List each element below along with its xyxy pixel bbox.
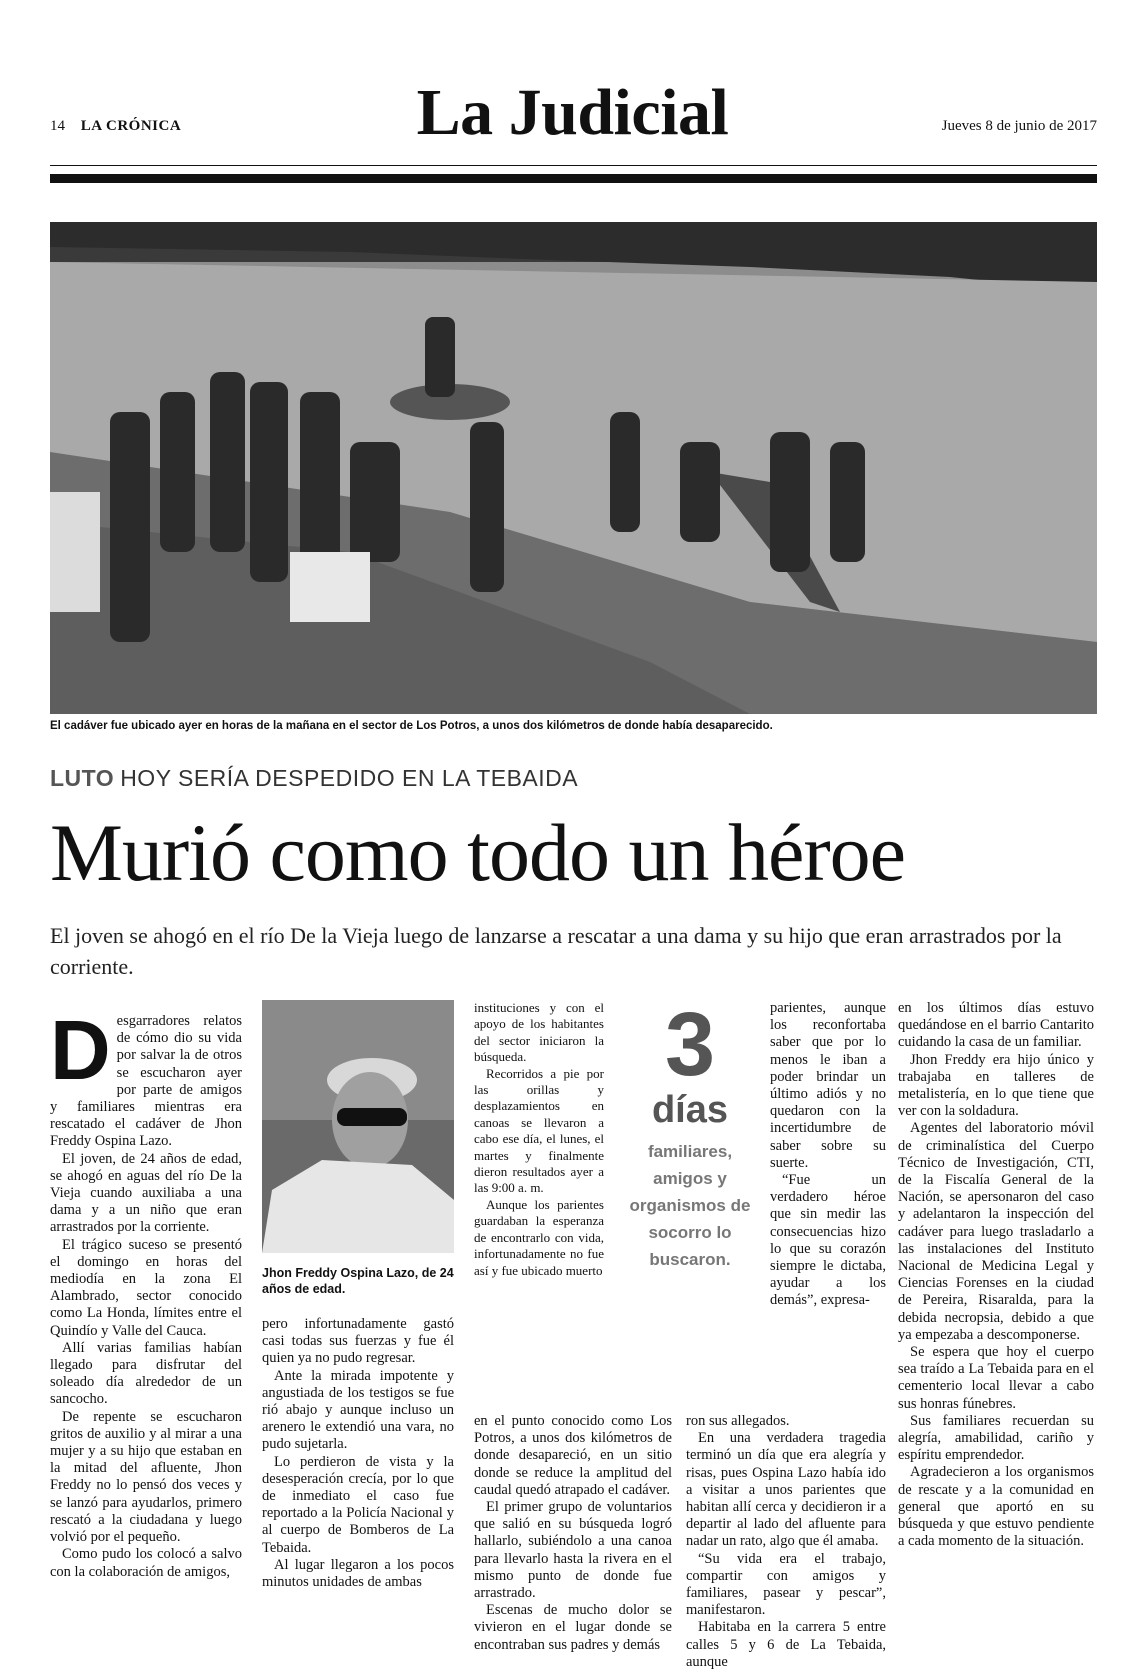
- paragraph: Lo perdieron de vista y la desesperación crecía, por lo que de inmediato el caso fue reportado a la Policía Nacional y al cuerpo de Bomberos de La Tebaida.: [262, 1453, 454, 1556]
- paragraph: El joven, de 24 años de edad, se ahogó en aguas del río De la Vieja cuando auxiliaba a una dama y a un niño que eran arrastrados por la corriente.: [50, 1150, 242, 1236]
- paragraph: instituciones y con el apoyo de los habitantes del sector iniciaron la búsqueda.: [474, 1000, 604, 1065]
- factbox: [620, 995, 760, 1273]
- paragraph: Allí varias familias habían llegado para disfrutar del soleado día alrededor de un sancocho.: [50, 1339, 242, 1408]
- paragraph: en el punto conocido como Los Potros, a unos dos kilómetros de donde desapareció, en un sitio donde se reduce la amplitud del caudal quedó atrapado el cadáver.: [474, 1413, 672, 1498]
- portrait-image: [262, 1000, 454, 1253]
- paragraph: en los últimos días estuvo quedándose en el barrio Cantarito cuidando la casa de un familiar.: [898, 1000, 1094, 1051]
- article-column-4-lower: [686, 1413, 886, 1671]
- paragraph: parientes, aunque los reconfortaba saber que por lo menos le iban a poder brindar un último adiós y no quedaron con la incertidumbre de saber sobre su suerte.: [770, 1000, 886, 1171]
- paragraph: Recorridos a pie por las orillas y desplazamientos en canoas se llevaron a cabo ese día, el lunes, el martes y finalmente dieron resultados ayer a las 9:00 a. m.: [474, 1065, 604, 1196]
- header-rule-thin: [50, 165, 1097, 166]
- paragraph: Jhon Freddy era hijo único y trabajaba en talleres de metalistería, en lo que tiene que ver con la soldadura.: [898, 1051, 1094, 1120]
- paragraph: “Fue un verdadero héroe que sin medir las consecuencias hizo lo que su corazón siempre le dictaba, ayudar a los demás”, expresa-: [770, 1172, 886, 1309]
- paragraph: Habitaba en la carrera 5 entre calles 5 y 6 de La Tebaida, aunque: [686, 1619, 886, 1670]
- main-photo: [50, 222, 1097, 714]
- header-rule-thick: [50, 174, 1097, 183]
- headline: Murió como todo un héroe: [50, 807, 906, 898]
- drop-cap: D: [50, 1003, 111, 1097]
- paragraph: El trágico suceso se presentó el domingo en horas del mediodía en la zona El Alambrado, sector conocido como La Honda, límites entre el Quindío y Valle del Cauca.: [50, 1236, 242, 1339]
- paragraph: ron sus allegados.: [686, 1413, 790, 1429]
- article-column-4: [770, 1000, 886, 1310]
- paragraph: “Su vida era el trabajo, compartir con amigos y familiares, pasear y pescar”, manifestaron.: [686, 1550, 886, 1619]
- photo-caption: El cadáver fue ubicado ayer en horas de la mañana en el sector de Los Potros, a unos dos kilómetros de donde había desaparecido.: [50, 720, 773, 732]
- section-title: La Judicial: [416, 76, 729, 149]
- river-scene-image: [50, 222, 1097, 714]
- paragraph: El primer grupo de voluntarios que salió en su búsqueda logró hallarlo, subiéndolo a una canoa para llevarlo hasta la rivera en el mismo punto de donde fue arrastrado.: [474, 1499, 672, 1602]
- paragraph: Como pudo los colocó a salvo con la colaboración de amigos,: [50, 1546, 242, 1580]
- portrait-caption: Jhon Freddy Ospina Lazo, de 24 años de edad.: [262, 1266, 454, 1296]
- factbox-unit: días: [651, 1089, 729, 1131]
- factbox-number: 3: [664, 995, 716, 1095]
- paragraph: Escenas de mucho dolor se vivieron en el lugar donde se encontraban sus padres y demás: [474, 1602, 672, 1653]
- article-column-1: [50, 1003, 242, 1581]
- paragraph: Ante la mirada impotente y angustiada de los testigos se fue rió abajo y aunque incluso un arenero le extendió una vara, no pudo sujetarla.: [262, 1367, 454, 1453]
- deck-subheadline: El joven se ahogó en el río De la Vieja luego de lanzarse a rescatar a una dama y su hijo que eran arrastrados por la corriente.: [50, 923, 1062, 979]
- paragraph: Agentes del laboratorio móvil de criminalística del Cuerpo Técnico de Investigación, CTI, de la Fiscalía General de la Nación, se apersonaron del caso y adelantaron la inspección del cadáver para luego trasladarlo a las instalaciones del Instituto Nacional de Medicina Legal y Ciencias Forenses en la ciudad de Pereira, Risaralda, para la debida necropsia, debido a que ya empezaba a descomponerse.: [898, 1120, 1094, 1343]
- paragraph: Sus familiares recuerdan su alegría, amabilidad, cariño y espíritu emprendedor.: [898, 1412, 1094, 1464]
- article-column-2: [262, 1316, 454, 1591]
- publication-name: LA CRÓNICA: [80, 118, 182, 134]
- paragraph: Agradecieron a los organismos de rescate y a la comunidad en general que aportó en su búsqueda y que estuvo pendiente a cada momento de la situación.: [898, 1464, 1094, 1550]
- factbox-text: familiares, amigos y organismos de socorro lo buscaron.: [629, 1142, 751, 1269]
- paragraph: Al lugar llegaron a los pocos minutos unidades de ambas: [262, 1556, 454, 1591]
- kicker-text: HOY SERÍA DESPEDIDO EN LA TEBAIDA: [120, 765, 579, 791]
- article-column-3: [474, 1000, 604, 1279]
- page-number: 14: [50, 118, 65, 134]
- kicker: [50, 765, 578, 792]
- paragraph: Se espera que hoy el cuerpo sea traído a La Tebaida para en el cementerio local llevar a cabo sus honras fúnebres.: [898, 1344, 1094, 1412]
- paragraph: pero infortunadamente gastó casi todas sus fuerzas y fue él quien ya no pudo regresar.: [262, 1316, 454, 1367]
- portrait-photo: [262, 1000, 454, 1253]
- paragraph: De repente se escucharon gritos de auxilio y al mirar a una mujer y a su hijo que estaban en la mitad del afluente, Jhon Freddy no lo pensó dos veces y se lanzó para ayudarlos, primero rescató a la ciudadana y luego volvió por el pequeño.: [50, 1408, 242, 1546]
- article-column-5: [898, 1000, 1094, 1551]
- issue-date: Jueves 8 de junio de 2017: [941, 118, 1097, 134]
- paragraph: En una verdadera tragedia terminó un día que era alegría y risas, pues Ospina Lazo había ido a visitar a unos parientes que habitan allí cerca y decidieron ir a departir al lado del afluente para nadar un rato, algo que él amaba.: [686, 1430, 886, 1550]
- kicker-tag: LUTO: [50, 765, 115, 791]
- paragraph: Aunque los parientes guardaban la esperanza de encontrarlo con vida, infortunadamente no fue así y fue ubicado muerto: [474, 1196, 604, 1278]
- paragraph: esgarradores relatos de cómo dio su vida por salvar la de otros se escucharon ayer por parte de amigos y familiares mientras era rescatado el cadáver de Jhon Freddy Ospina Lazo.: [50, 1013, 242, 1150]
- article-column-3-lower: [474, 1413, 672, 1654]
